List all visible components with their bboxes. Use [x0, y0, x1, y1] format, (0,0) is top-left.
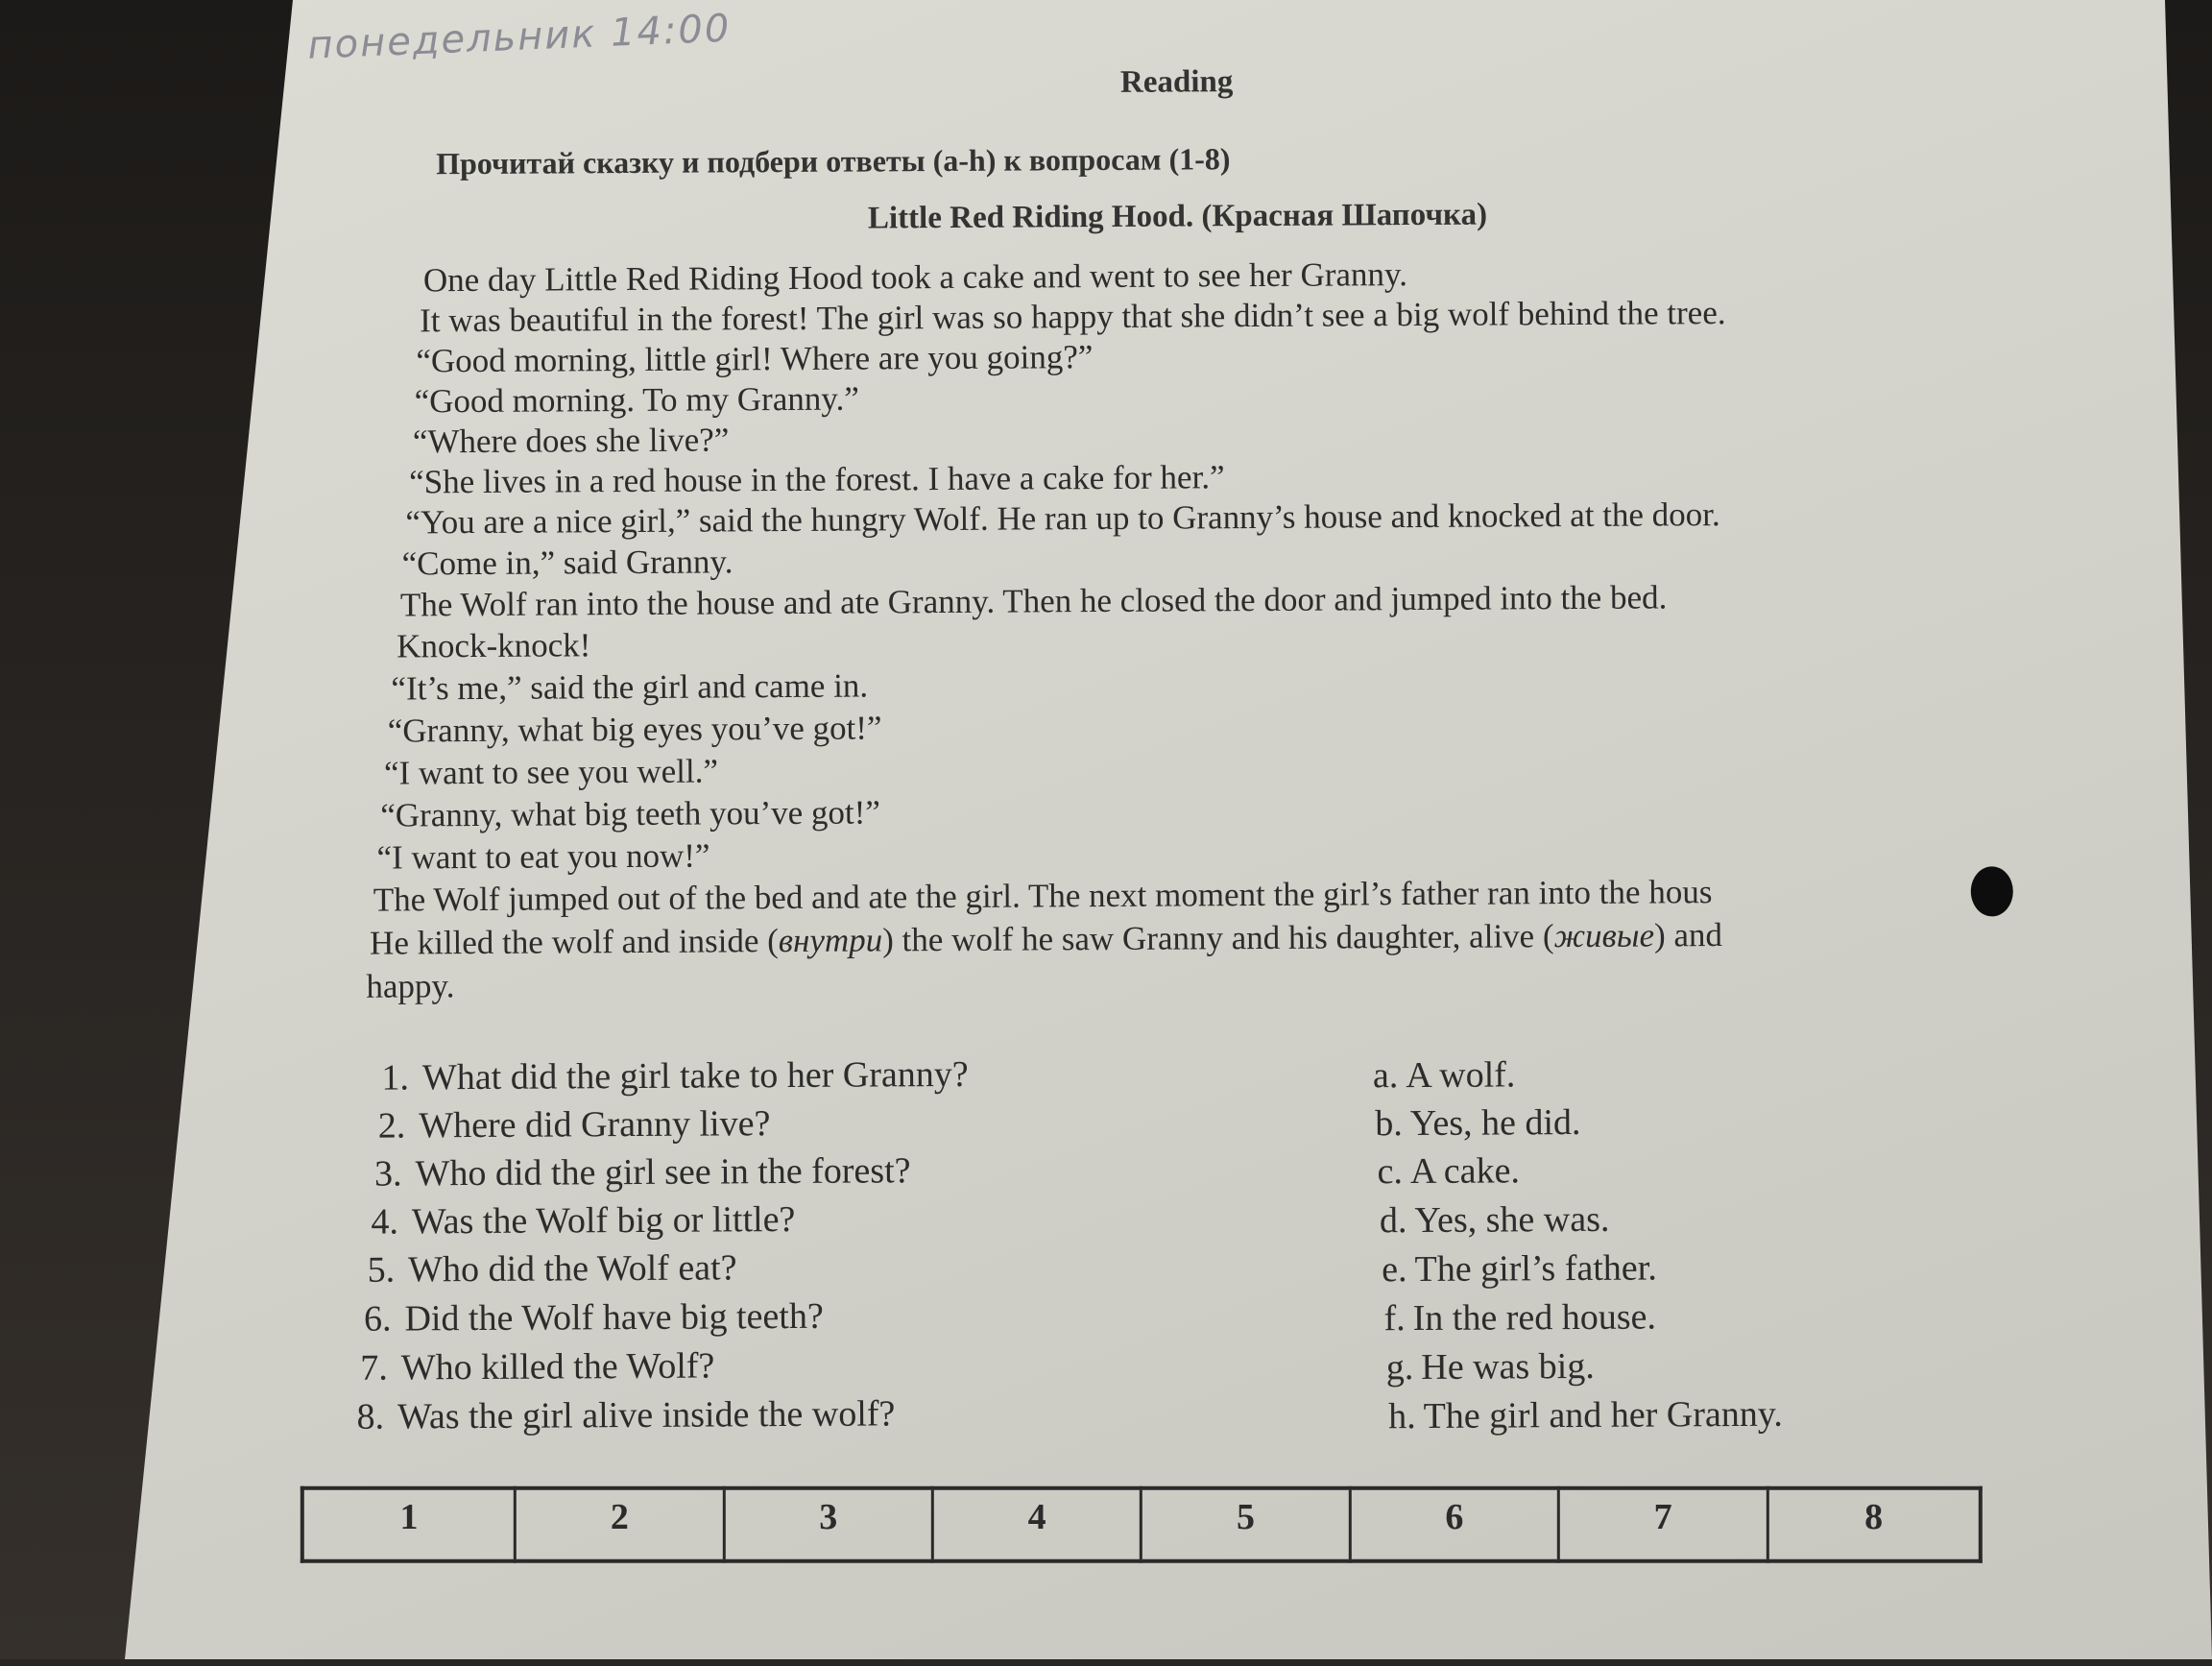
- question-number: 2.: [377, 1105, 406, 1147]
- story-line: “It’s me,” said the girl and came in.: [391, 666, 869, 708]
- answer-option: [1382, 1246, 1657, 1291]
- answer-text: The girl’s father.: [1414, 1247, 1657, 1291]
- ink-blot: [1971, 866, 2013, 916]
- answer-cell-8[interactable]: 8: [1767, 1488, 1981, 1561]
- question-number: 1.: [381, 1057, 410, 1099]
- story-line: [370, 916, 1722, 963]
- question-number: 4.: [371, 1201, 399, 1243]
- story-line: “I want to eat you now!”: [376, 836, 710, 877]
- answer-option: [1383, 1295, 1656, 1340]
- question-number: 3.: [373, 1153, 402, 1195]
- story-line: “Where does she live?”: [412, 421, 730, 461]
- question-item: [323, 1392, 895, 1438]
- question-number: 6.: [363, 1298, 392, 1340]
- story-text-segment: He killed the wolf and inside (: [369, 922, 779, 962]
- question-text: Who killed the Wolf?: [400, 1345, 715, 1388]
- answer-letter: d.: [1379, 1200, 1407, 1242]
- story-line: “I want to see you well.”: [383, 752, 719, 792]
- answer-text: The girl and her Granny.: [1423, 1393, 1783, 1437]
- story-line: The Wolf ran into the house and ate Granny. Then he closed the door and jumped into the bed.: [399, 578, 1668, 624]
- answer-text: Yes, she was.: [1414, 1198, 1610, 1242]
- answer-text: He was big.: [1421, 1345, 1595, 1388]
- answer-letter: e.: [1382, 1249, 1407, 1291]
- question-item: [340, 1149, 910, 1195]
- question-text: Who did the girl see in the forest?: [415, 1150, 911, 1195]
- answer-cell-7[interactable]: 7: [1559, 1488, 1767, 1561]
- question-text: Was the girl alive inside the wolf?: [397, 1393, 896, 1437]
- page-heading: Reading: [1119, 64, 1234, 100]
- answer-letter: h.: [1388, 1396, 1416, 1437]
- answer-cell-5[interactable]: 5: [1142, 1488, 1350, 1561]
- story-line: One day Little Red Riding Hood took a cake and went to see her Granny.: [422, 255, 1408, 300]
- answer-option: [1386, 1345, 1595, 1388]
- handwritten-note: понедельник 14:00: [306, 6, 733, 68]
- answer-cell-3[interactable]: 3: [724, 1488, 932, 1561]
- story-line: “Granny, what big eyes you’ve got!”: [387, 709, 882, 750]
- answer-option: [1375, 1101, 1580, 1145]
- question-text: Did the Wolf have big teeth?: [404, 1295, 824, 1340]
- question-item: [333, 1246, 737, 1292]
- story-line: “Granny, what big teeth you’ve got!”: [380, 793, 881, 834]
- answer-cell-4[interactable]: 4: [932, 1488, 1141, 1561]
- question-item: [329, 1295, 824, 1340]
- question-text: Where did Granny live?: [419, 1103, 771, 1147]
- story-text-segment: ) and: [1653, 916, 1723, 954]
- task-instruction: Прочитай сказку и подбери ответы (a-h) к вопросам (1-8): [436, 141, 1231, 181]
- story-line: “Come in,” said Granny.: [401, 543, 733, 583]
- story-line: Knock-knock!: [397, 626, 591, 665]
- question-number: 5.: [367, 1249, 396, 1291]
- question-number: 8.: [356, 1396, 385, 1437]
- answer-text: A cake.: [1409, 1150, 1521, 1193]
- answer-cell-2[interactable]: 2: [516, 1488, 724, 1561]
- story-text-segment: ) the wolf he saw Granny and his daughter, alive (: [882, 917, 1554, 959]
- answer-letter: g.: [1385, 1347, 1414, 1388]
- story-line: The Wolf jumped out of the bed and ate the girl. The next moment the girl’s father ran into the hous: [373, 873, 1713, 919]
- story-line: It was beautiful in the forest! The girl was so happy that she didn’t see a big wolf behind the tree.: [420, 294, 1726, 340]
- story-line: “Good morning, little girl! Where are you going?”: [416, 338, 1094, 380]
- question-text: Who did the Wolf eat?: [408, 1247, 737, 1291]
- answer-letter: a.: [1372, 1055, 1399, 1097]
- answer-option: [1388, 1393, 1783, 1438]
- answer-letter: f.: [1383, 1298, 1406, 1340]
- question-item: [337, 1198, 796, 1243]
- question-item: [348, 1053, 969, 1099]
- answer-grid: [301, 1486, 1983, 1563]
- translation-hint: внутри: [778, 921, 883, 960]
- question-item: [344, 1102, 770, 1147]
- answer-cell-6[interactable]: 6: [1350, 1488, 1558, 1561]
- answer-text: Yes, he did.: [1409, 1101, 1581, 1145]
- answer-option: [1373, 1053, 1516, 1097]
- story-line: happy.: [366, 967, 455, 1005]
- story-line: “You are a nice girl,” said the hungry Wolf. He ran up to Granny’s house and knocked at the door.: [405, 495, 1720, 542]
- question-number: 7.: [360, 1347, 388, 1388]
- answer-letter: c.: [1377, 1151, 1404, 1193]
- answer-cell-1[interactable]: 1: [302, 1488, 516, 1561]
- answer-text: A wolf.: [1406, 1054, 1516, 1097]
- answer-option: [1377, 1149, 1520, 1193]
- question-item: [326, 1344, 715, 1388]
- story-line: “She lives in a red house in the forest. I have a cake for her.”: [409, 458, 1225, 501]
- answer-letter: b.: [1375, 1103, 1403, 1145]
- translation-hint: живые: [1553, 916, 1655, 955]
- story-title: Little Red Riding Hood. (Красная Шапочка): [867, 197, 1488, 236]
- question-text: What did the girl take to her Granny?: [421, 1053, 969, 1099]
- answer-option: [1380, 1198, 1610, 1242]
- story-line: “Good morning. To my Granny.”: [414, 379, 859, 421]
- question-text: Was the Wolf big or little?: [411, 1198, 796, 1243]
- answer-grid-row: [302, 1488, 1981, 1561]
- answer-text: In the red house.: [1412, 1296, 1657, 1340]
